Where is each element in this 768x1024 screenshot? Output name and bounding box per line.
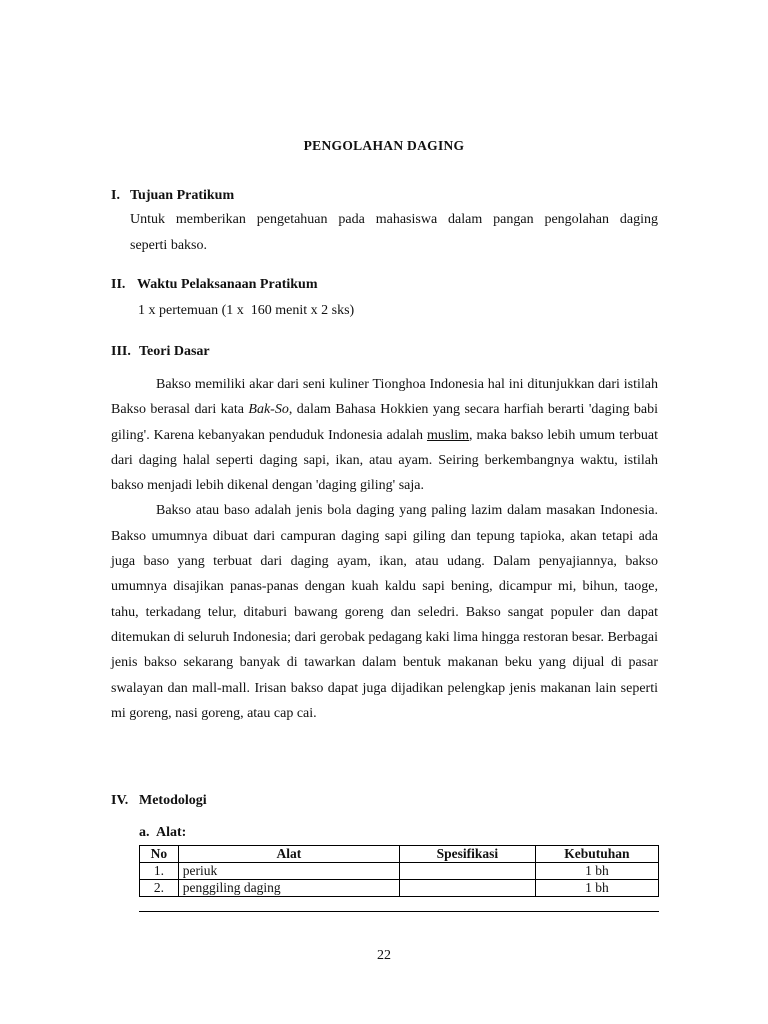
header-kebutuhan: Kebutuhan [535,846,658,863]
theory-paragraph-2: Bakso atau baso adalah jenis bola daging yang paling lazim dalam masakan Indonesia. Bakso umumnya dibuat dari campuran daging sapi giling dan tepung tapioka, akan tetapi ada juga baso yang terbuat dari daging ayam, ikan, atau udang. Dalam penyajiannya, bakso umumnya disajikan panas-panas dengan kuah kaldu sapi bening, dicampur mi, bihun, taoge, tahu, terkadang telur, ditaburi bawang goreng dan seledri. Bakso sangat populer dan dapat ditemukan di seluruh Indonesia; dari gerobak pedagang kaki lima hingga restoran besar. Berbagai jenis bakso sekarang banyak di tawarkan dalam bentuk makanan beku yang dijual di pasar swalayan dan mall-mall. Irisan bakso dapat juga dijadikan pelengkap jenis makanan lain seperti mi goreng, nasi goreng, atau cap cai. [111,503,658,721]
subsection-alat-heading [139,825,186,841]
subsection-alat-title: Alat: [156,825,187,840]
theory-paragraph-1 [111,372,658,498]
section-2-title: Waktu Pelaksanaan Pratikum [137,277,318,292]
section-2-number: II. [111,277,126,292]
header-alat: Alat [178,846,399,863]
cell-spesifikasi [400,863,536,880]
section-1-line-1: Untuk memberikan pengetahuan pada mahasiswa dalam pangan pengolahan daging [130,212,658,227]
cell-no: 2. [140,880,179,897]
section-1-heading [111,188,234,204]
table-header-row [140,846,659,863]
section-2-heading [111,277,317,293]
cell-no: 1. [140,863,179,880]
table-row [140,863,659,880]
cell-alat: penggiling daging [178,880,399,897]
table-row [140,880,659,897]
theory-p1-italic-term: Bak-So [248,402,289,418]
section-3-number: III. [111,344,131,359]
section-3-heading [111,344,210,360]
section-3-title: Teori Dasar [139,344,210,359]
section-1-title: Tujuan Pratikum [130,188,235,203]
section-4-title: Metodologi [139,793,207,808]
cell-kebutuhan: 1 bh [535,880,658,897]
theory-text [111,372,658,726]
footer-divider [139,911,659,912]
cell-spesifikasi [400,880,536,897]
header-spesifikasi: Spesifikasi [400,846,536,863]
theory-p1-text-c: , maka bakso lebih umum terbuat dari daging halal seperti daging sapi, ikan, atau ayam. Seiring berkembangnya waktu, istilah bakso menjadi lebih dikenal dengan 'daging giling' saja. [111,427,658,494]
cell-kebutuhan: 1 bh [535,863,658,880]
theory-p1-underlined-term: muslim [426,427,469,443]
section-1-line-2: seperti bakso. [130,238,207,253]
page-number: 22 [377,948,391,963]
header-no: No [140,846,179,863]
section-4-number: IV. [111,793,129,808]
section-2-line-1: 1 x pertemuan (1 x 160 menit x 2 sks) [138,303,355,318]
equipment-table [139,845,659,897]
theory-p1-text-b: , dalam Bahasa Hokkien yang secara harfiah berarti 'daging babi giling'. Karena kebanyakan penduduk Indonesia adalah [111,402,658,443]
section-1-number: I. [111,188,120,203]
subsection-alat-label: a. [139,825,150,840]
theory-p1-text-a: Bakso memiliki akar dari seni kuliner Tionghoa Indonesia hal ini ditunjukkan dari istilah Bakso berasal dari kata [111,377,658,418]
page-title: PENGOLAHAN DAGING [303,138,465,153]
cell-alat: periuk [178,863,399,880]
section-4-heading [111,793,207,809]
